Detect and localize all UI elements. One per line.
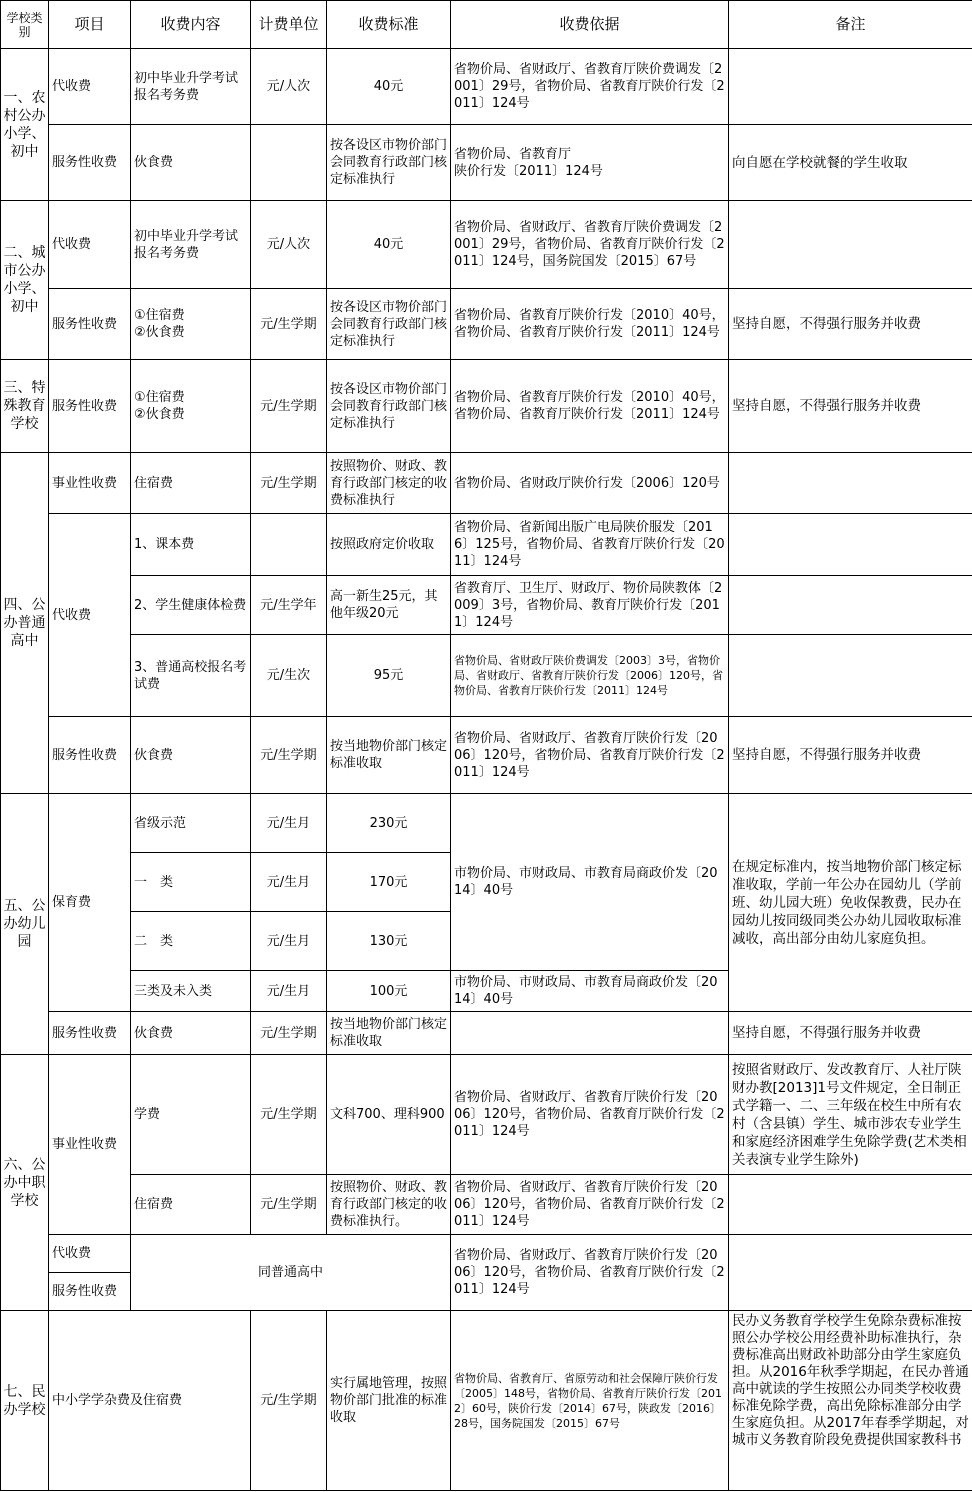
standard-cell: 实行属地管理，按照物价部门批准的标准收取 <box>327 1311 451 1491</box>
basis-cell: 省物价局、省教育厅陕价行发〔2010〕40号，省物价局、省教育厅陕价行发〔2011〕124号 <box>451 360 729 453</box>
unit-cell: 元/生月 <box>251 853 327 912</box>
note-cell: 向自愿在学校就餐的学生收取 <box>729 125 972 201</box>
content-cell: 伙食费 <box>131 717 251 794</box>
item-cell: 服务性收费 <box>49 1273 131 1311</box>
unit-cell: 元/生学期 <box>251 717 327 794</box>
unit-cell: 元/人次 <box>251 201 327 289</box>
item-cell: 代收费 <box>49 201 131 289</box>
header-standard: 收费标准 <box>327 1 451 49</box>
table-row <box>1 635 972 717</box>
note-cell <box>729 49 972 125</box>
note-cell <box>729 453 972 514</box>
content-cell: 伙食费 <box>131 125 251 201</box>
unit-cell: 元/生月 <box>251 971 327 1012</box>
content-cell: ①住宿费 ②伙食费 <box>131 360 251 453</box>
content-cell: ①住宿费 ②伙食费 <box>131 289 251 360</box>
header-row <box>1 1 972 49</box>
section-type-rural: 一、农村公办小学、初中 <box>1 49 49 201</box>
item-cell: 服务性收费 <box>49 717 131 794</box>
basis-cell <box>451 1012 729 1055</box>
note-cell: 民办义务教育学校学生免除杂费标准按照公办学校公用经费补助标准执行，杂费标准高出财政补助部分由学生家庭负担。从2016年秋季学期起，在民办普通高中就读的学生按照公办同类学校收费标准免除学费，高出免除标准部分由学生家庭负担。从2017年春季学期起，对城市义务教育阶段免费提供国家教科书 <box>729 1311 972 1491</box>
standard-cell: 40元 <box>327 201 451 289</box>
table-row <box>1 1175 972 1235</box>
table-row <box>1 1235 972 1273</box>
item-cell: 保育费 <box>49 794 131 1012</box>
basis-cell: 省物价局、省财政厅、省教育厅陕价行发〔2006〕120号，省物价局、省教育厅陕价行发〔2011〕124号 <box>451 1235 729 1311</box>
standard-cell: 按各设区市物价部门会同教育行政部门核定标准执行 <box>327 360 451 453</box>
header-school-type: 学校类别 <box>1 1 49 49</box>
unit-cell: 元/生学期 <box>251 360 327 453</box>
note-cell <box>729 635 972 717</box>
basis-cell: 省物价局、省财政厅、省教育厅陕价费调发〔2001〕29号，省物价局、省教育厅陕价行发〔2011〕124号 <box>451 49 729 125</box>
item-cell: 代收费 <box>49 1235 131 1273</box>
item-cell: 事业性收费 <box>49 1055 131 1235</box>
basis-cell: 省物价局、省财政厅、省教育厅陕价行发〔2006〕120号，省物价局、省教育厅陕价行发〔2011〕124号 <box>451 717 729 794</box>
basis-cell: 省物价局、省教育厅、省原劳动和社会保障厅陕价行发〔2005〕148号，省物价局、省教育厅陕价行发〔2012〕60号，陕价行发〔2014〕67号，陕政发〔2016〕28号，国务院国发〔2015〕67号 <box>451 1311 729 1491</box>
standard-cell: 230元 <box>327 794 451 853</box>
note-cell: 坚持自愿，不得强行服务并收费 <box>729 1012 972 1055</box>
content-cell: 一 类 <box>131 853 251 912</box>
section-type-vocational: 六、公办中职学校 <box>1 1055 49 1311</box>
table-row <box>1 514 972 576</box>
unit-cell <box>251 125 327 201</box>
content-cell: 初中毕业升学考试报名考务费 <box>131 201 251 289</box>
note-cell <box>729 1235 972 1311</box>
note-cell <box>729 201 972 289</box>
note-cell: 坚持自愿，不得强行服务并收费 <box>729 289 972 360</box>
note-cell: 坚持自愿，不得强行服务并收费 <box>729 360 972 453</box>
header-unit: 计费单位 <box>251 1 327 49</box>
content-cell: 1、课本费 <box>131 514 251 576</box>
content-cell: 二 类 <box>131 912 251 971</box>
table-row <box>1 794 972 853</box>
table-row <box>1 289 972 360</box>
content-cell: 3、普通高校报名考试费 <box>131 635 251 717</box>
note-cell <box>729 514 972 576</box>
basis-cell: 市物价局、市财政局、市教育局商政价发〔2014〕40号 <box>451 794 729 971</box>
unit-cell: 元/生学期 <box>251 1175 327 1235</box>
table-row <box>1 49 972 125</box>
item-cell: 代收费 <box>49 49 131 125</box>
note-cell <box>729 576 972 635</box>
section-type-special: 三、特殊教育学校 <box>1 360 49 453</box>
basis-cell: 省物价局、省财政厅陕价费调发〔2003〕3号，省物价局、省财政厅、省教育厅陕价行发〔2006〕120号，省物价局、省教育厅陕价行发〔2011〕124号 <box>451 635 729 717</box>
basis-cell: 省物价局、省教育厅 陕价行发〔2011〕124号 <box>451 125 729 201</box>
basis-cell: 省物价局、省财政厅、省教育厅陕价行发〔2006〕120号，省物价局、省教育厅陕价行发〔2011〕124号 <box>451 1175 729 1235</box>
standard-cell: 按当地物价部门核定标准收取 <box>327 717 451 794</box>
note-cell: 坚持自愿，不得强行服务并收费 <box>729 717 972 794</box>
basis-cell: 市物价局、市财政局、市教育局商政价发〔2014〕40号 <box>451 971 729 1012</box>
section-type-private: 七、民办学校 <box>1 1311 49 1491</box>
header-content: 收费内容 <box>131 1 251 49</box>
content-cell: 住宿费 <box>131 453 251 514</box>
unit-cell: 元/生月 <box>251 794 327 853</box>
content-cell: 伙食费 <box>131 1012 251 1055</box>
table-row <box>1 1055 972 1175</box>
header-basis: 收费依据 <box>451 1 729 49</box>
basis-cell: 省物价局、省财政厅、省教育厅陕价行发〔2006〕120号，省物价局、省教育厅陕价行发〔2011〕124号 <box>451 1055 729 1175</box>
content-cell: 住宿费 <box>131 1175 251 1235</box>
standard-cell: 按照物价、财政、教育行政部门核定的收费标准执行。 <box>327 1175 451 1235</box>
table-row <box>1 717 972 794</box>
note-cell: 按照省财政厅、发改教育厅、人社厅陕财办教[2013]1号文件规定，全日制正式学籍一、二、三年级在校生中所有农村（含县镇）学生、城市涉农专业学生和家庭经济困难学生免除学费(艺术类相关表演专业学生除外) <box>729 1055 972 1175</box>
basis-cell: 省物价局、省财政厅陕价行发〔2006〕120号 <box>451 453 729 514</box>
standard-cell: 按各设区市物价部门会同教育行政部门核定标准执行 <box>327 289 451 360</box>
table-row <box>1 576 972 635</box>
section-type-kinder: 五、公办幼儿园 <box>1 794 49 1055</box>
unit-cell: 元/生学期 <box>251 1311 327 1491</box>
basis-cell: 省教育厅、卫生厅、财政厅、物价局陕教体〔2009〕3号，省物价局、教育厅陕价行发〔2011〕124号 <box>451 576 729 635</box>
standard-cell: 高一新生25元，其他年级20元 <box>327 576 451 635</box>
unit-cell: 元/生月 <box>251 912 327 971</box>
unit-cell: 元/生学期 <box>251 289 327 360</box>
item-cell: 代收费 <box>49 514 131 717</box>
table-row <box>1 1311 972 1491</box>
table-row <box>1 1012 972 1055</box>
standard-cell: 按照政府定价收取 <box>327 514 451 576</box>
basis-cell: 省物价局、省新闻出版广电局陕价服发〔2016〕125号，省物价局、省教育厅陕价行发〔2011〕124号 <box>451 514 729 576</box>
content-cell: 三类及未入类 <box>131 971 251 1012</box>
item-cell: 服务性收费 <box>49 360 131 453</box>
unit-cell: 元/生学期 <box>251 1012 327 1055</box>
unit-cell: 元/生学期 <box>251 1055 327 1175</box>
basis-cell: 省物价局、省教育厅陕价行发〔2010〕40号，省物价局、省教育厅陕价行发〔2011〕124号 <box>451 289 729 360</box>
basis-cell: 省物价局、省财政厅、省教育厅陕价费调发〔2001〕29号，省物价局、省教育厅陕价行发〔2011〕124号，国务院国发〔2015〕67号 <box>451 201 729 289</box>
standard-cell: 按当地物价部门核定标准收取 <box>327 1012 451 1055</box>
unit-cell <box>251 514 327 576</box>
content-cell: 2、学生健康体检费 <box>131 576 251 635</box>
item-cell: 服务性收费 <box>49 1012 131 1055</box>
note-cell: 在规定标准内，按当地物价部门核定标准收取，学前一年公办在园幼儿（学前班、幼儿园大班）免收保教费，民办在园幼儿按同级同类公办幼儿园收取标准减收，高出部分由幼儿家庭负担。 <box>729 794 972 1012</box>
unit-cell: 元/人次 <box>251 49 327 125</box>
same-as-high-cell: 同普通高中 <box>131 1235 451 1311</box>
content-cell: 初中毕业升学考试报名考务费 <box>131 49 251 125</box>
note-cell <box>729 1175 972 1235</box>
standard-cell: 按各设区市物价部门会同教育行政部门核定标准执行 <box>327 125 451 201</box>
unit-cell: 元/生学年 <box>251 576 327 635</box>
content-cell: 中小学学杂费及住宿费 <box>49 1311 251 1491</box>
header-note: 备注 <box>729 1 972 49</box>
section-type-high: 四、公办普通高中 <box>1 453 49 794</box>
header-item: 项目 <box>49 1 131 49</box>
table-row <box>1 453 972 514</box>
standard-cell: 130元 <box>327 912 451 971</box>
table-row <box>1 125 972 201</box>
standard-cell: 170元 <box>327 853 451 912</box>
standard-cell: 按照物价、财政、教育行政部门核定的收费标准执行 <box>327 453 451 514</box>
unit-cell: 元/生学期 <box>251 453 327 514</box>
standard-cell: 95元 <box>327 635 451 717</box>
standard-cell: 文科700、理科900 <box>327 1055 451 1175</box>
standard-cell: 100元 <box>327 971 451 1012</box>
table-row <box>1 201 972 289</box>
item-cell: 服务性收费 <box>49 125 131 201</box>
content-cell: 省级示范 <box>131 794 251 853</box>
item-cell: 服务性收费 <box>49 289 131 360</box>
unit-cell: 元/生次 <box>251 635 327 717</box>
standard-cell: 40元 <box>327 49 451 125</box>
table-row <box>1 360 972 453</box>
content-cell: 学费 <box>131 1055 251 1175</box>
section-type-city: 二、城市公办小学、初中 <box>1 201 49 360</box>
item-cell: 事业性收费 <box>49 453 131 514</box>
